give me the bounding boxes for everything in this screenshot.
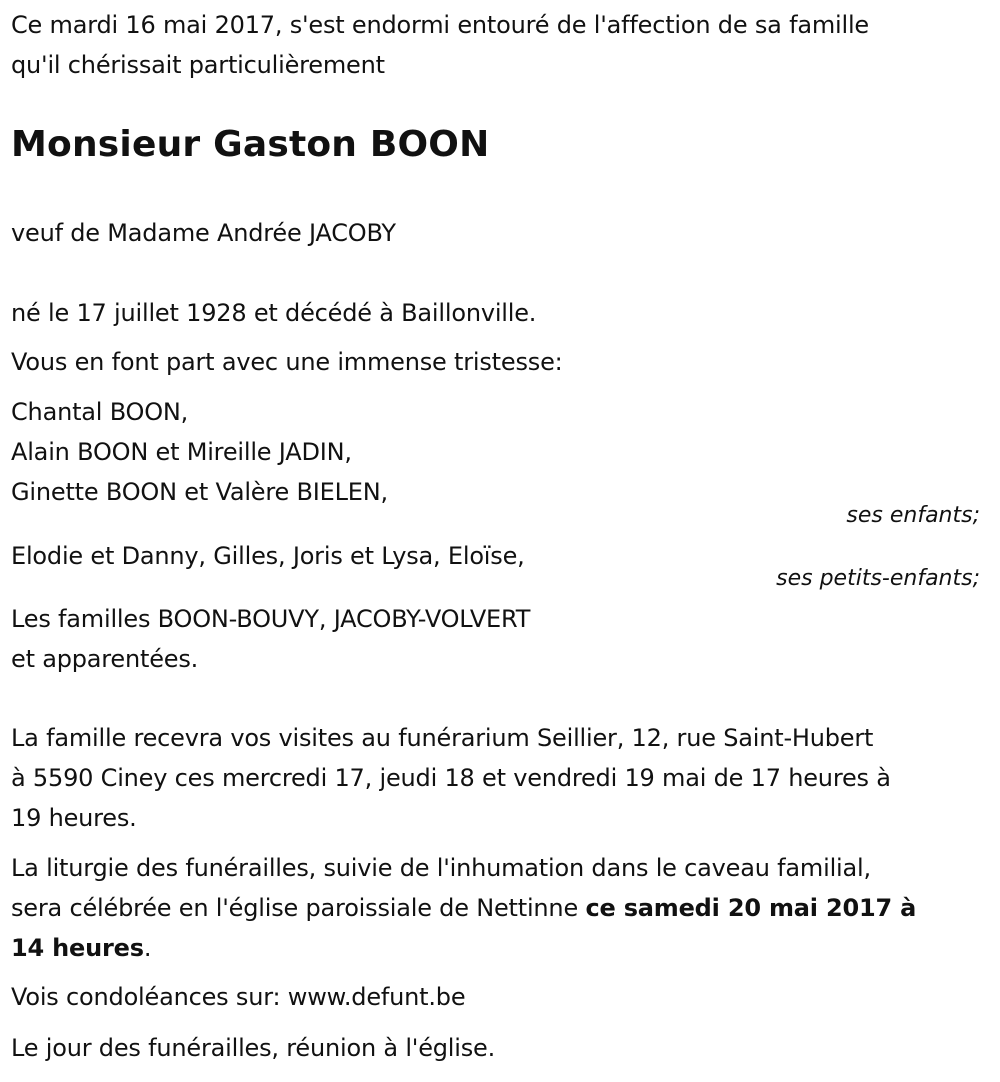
deceased-name: Monsieur Gaston BOON [11,124,490,165]
funeral-time: 14 heures [11,934,144,962]
birth-death-line: né le 17 juillet 1928 et décédé à Baillonville. [11,299,537,327]
liturgy-text: sera célébrée en l'église paroissiale de Nettinne [11,894,586,922]
liturgy-line-3 [11,928,151,968]
spouse-line: veuf de Madame Andrée JACOBY [11,219,396,247]
liturgy-line-1: La liturgie des funérailles, suivie de l'inhumation dans le caveau familial, [11,854,871,882]
intro-line-2: qu'il chérissait particulièrement [11,51,385,79]
funeral-date: ce samedi 20 mai 2017 à [585,894,917,922]
grandchildren-line: Elodie et Danny, Gilles, Joris et Lysa, Eloïse, [11,542,525,570]
families-line-1: Les familles BOON-BOUVY, JACOBY-VOLVERT [11,605,531,633]
meeting-line: Le jour des funérailles, réunion à l'église. [11,1034,496,1062]
visits-line-1: La famille recevra vos visites au funérarium Seillier, 12, rue Saint-Hubert [11,724,874,752]
visits-line-2: à 5590 Ciney ces mercredi 17, jeudi 18 et vendredi 19 mai de 17 heures à [11,764,891,792]
child-line: Chantal BOON, [11,398,189,426]
liturgy-end: . [143,934,152,962]
child-line: Alain BOON et Mireille JADIN, [11,438,352,466]
liturgy-line-2 [11,888,916,928]
children-role: ses enfants; [846,503,980,528]
child-line: Ginette BOON et Valère BIELEN, [11,478,388,506]
visits-line-3: 19 heures. [11,804,137,832]
intro-line-1: Ce mardi 16 mai 2017, s'est endormi entouré de l'affection de sa famille [11,11,869,39]
grandchildren-role: ses petits-enfants; [776,566,980,591]
announcement-line: Vous en font part avec une immense tristesse: [11,348,563,376]
condolences-line: Vois condoléances sur: www.defunt.be [11,983,466,1011]
families-line-2: et apparentées. [11,645,199,673]
